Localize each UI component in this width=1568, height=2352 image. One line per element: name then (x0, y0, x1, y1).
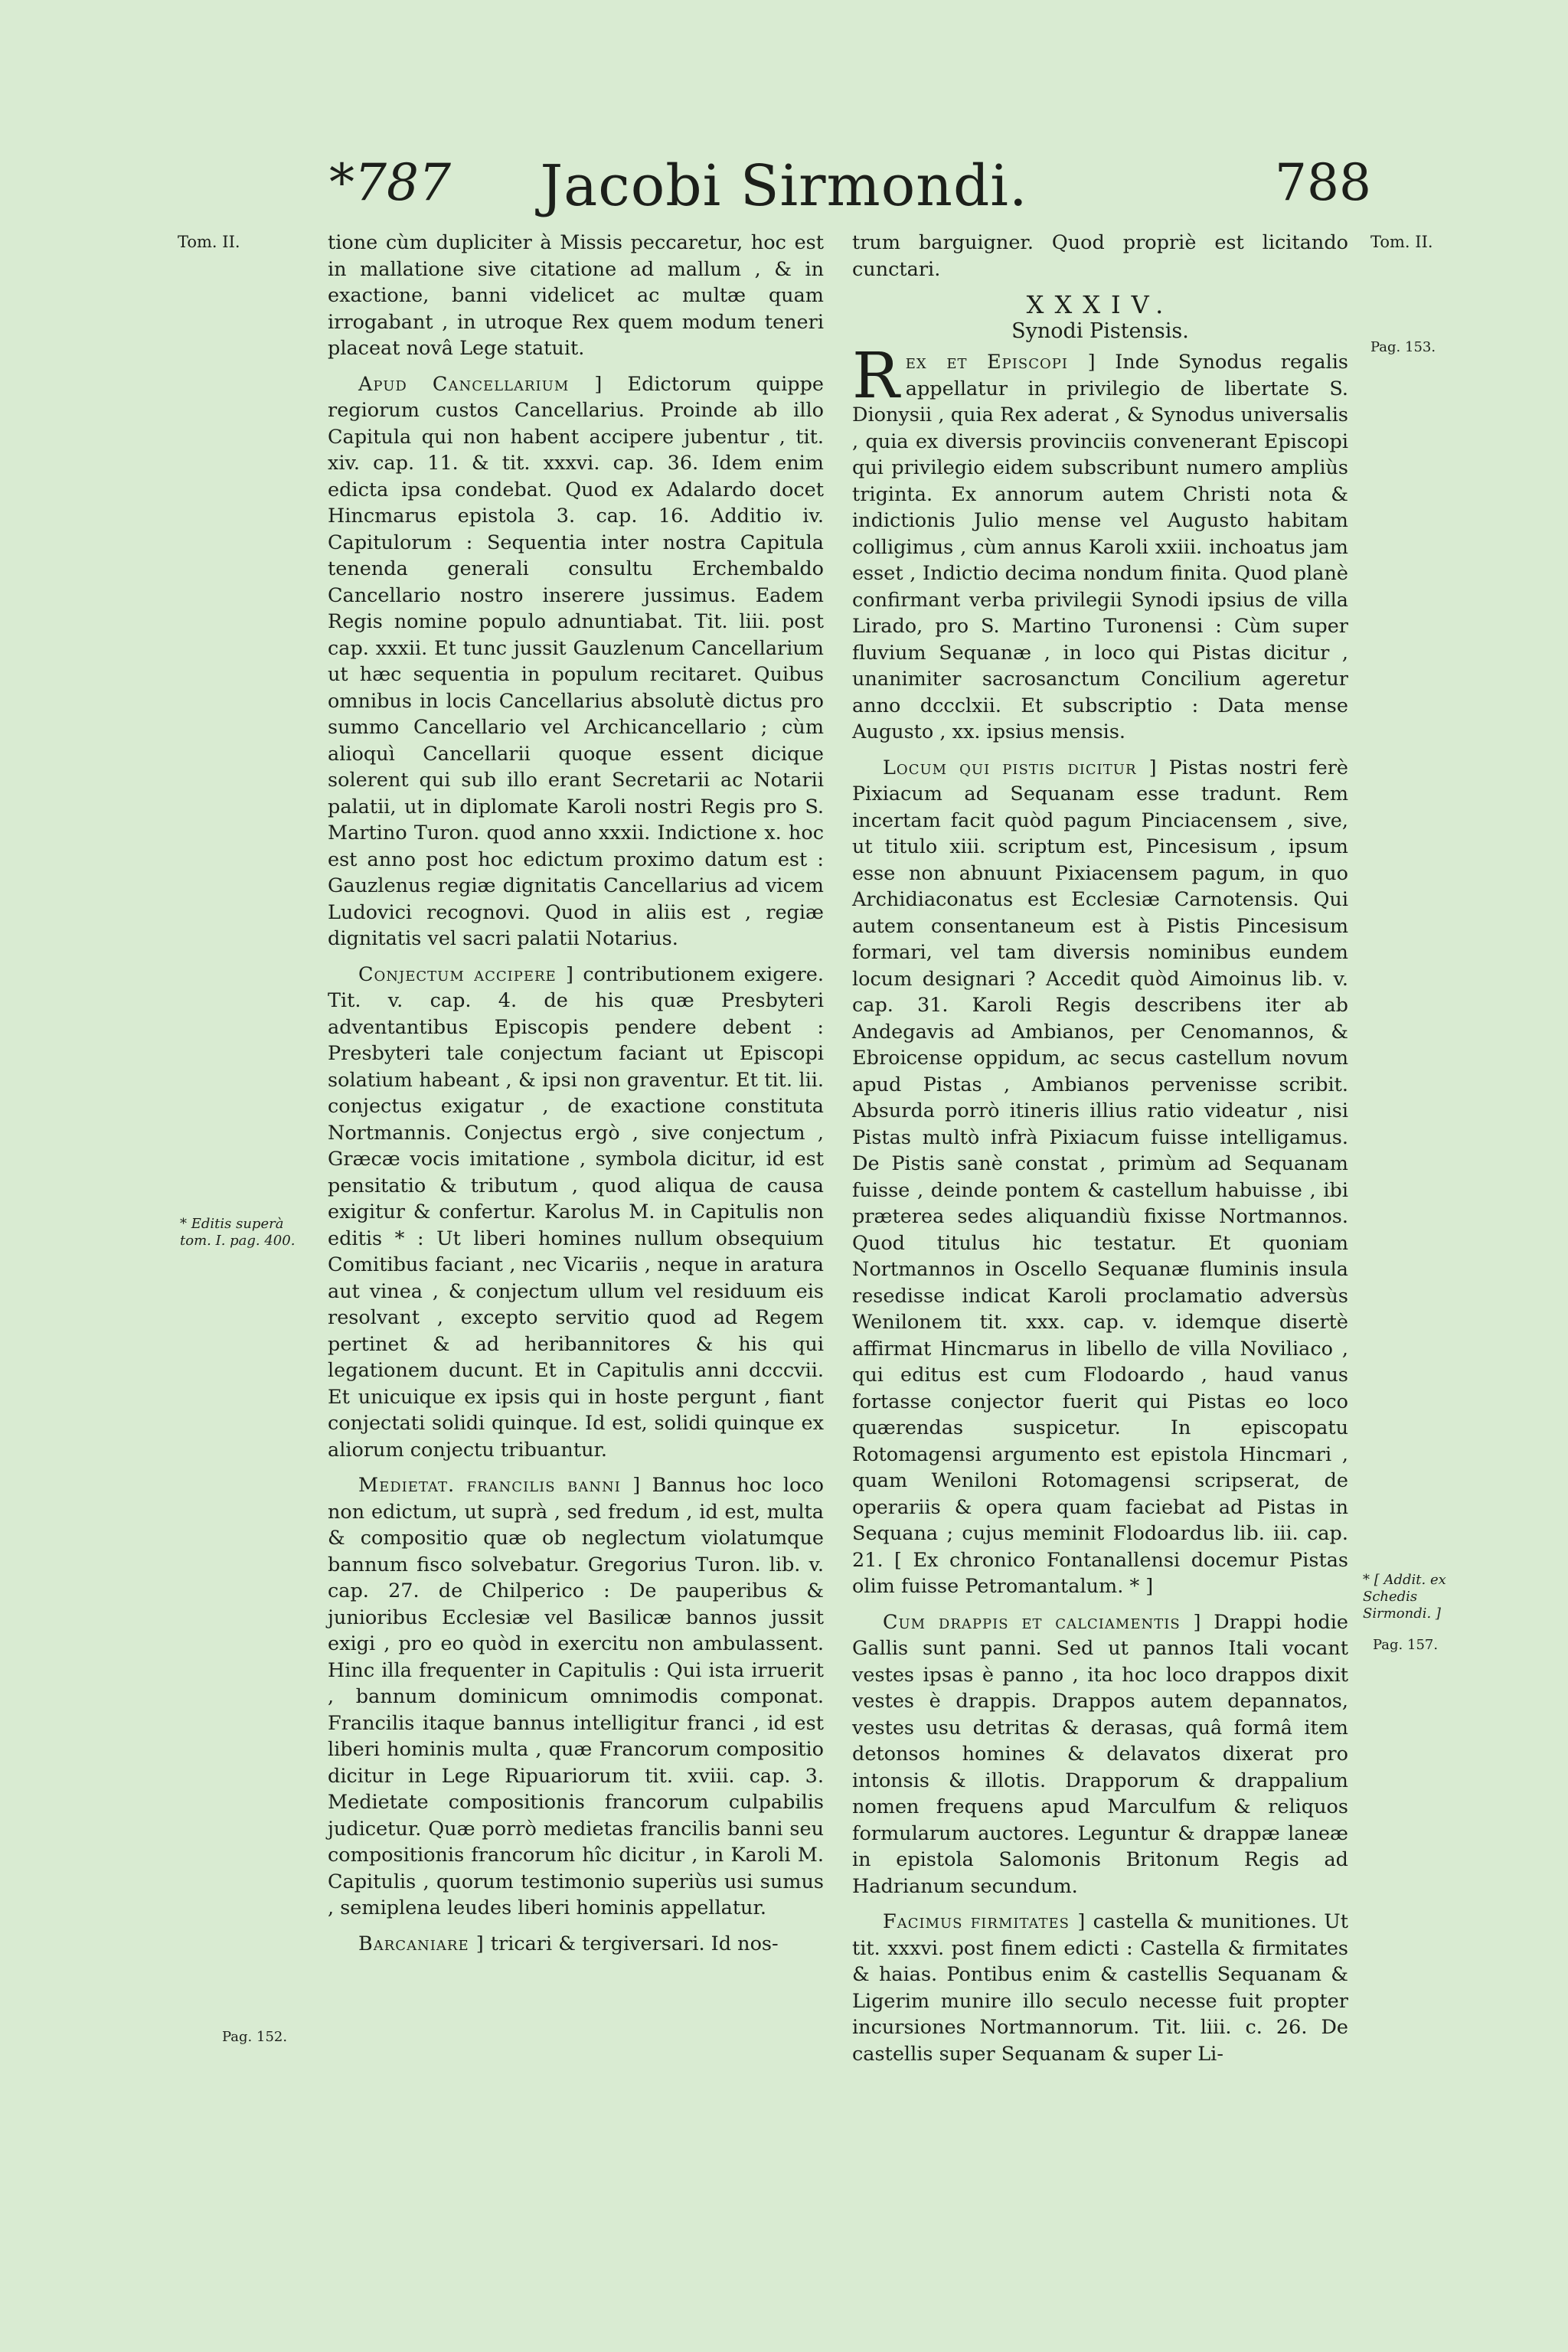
left-column (328, 230, 824, 1966)
margin-pag-right-2: Pag. 157. (1373, 1637, 1439, 1653)
lemma: Barcaniare ] (358, 1932, 485, 1955)
entry-rex-et-episcopi (852, 340, 1349, 746)
lemma: ex et Episcopi ] (905, 351, 1096, 374)
entry-text: tricari & tergiversari. Id nos- (490, 1932, 779, 1955)
entry-text: castella & munitiones. Ut tit. xxxvi. post finem edicti : Castella & firmitates & haias. Pontibus enim & castellis Sequanam & Ligerim munire illo seculo necesse fuit propter incursiones Nortmannorum. Tit. liii. c. 26. De castellis super Sequanam & super Li- (852, 1910, 1349, 2066)
lemma: Apud Cancellarium ] (358, 372, 603, 396)
continuation-text: trum barguigner. Quod propriè est licitando cunctari. (852, 231, 1348, 281)
section-title: Synodi Pistensis. (1011, 318, 1189, 343)
lemma: Facimus firmitates ] (883, 1910, 1086, 1933)
running-title: Jacobi Sirmondi. (540, 153, 1028, 219)
margin-note-editis: * Editis superà tom. I. pag. 400. (180, 1216, 296, 1249)
entry-medietat-banni (328, 1472, 824, 1922)
margin-tom-right: Tom. II. (1370, 233, 1433, 251)
entry-text: contributionem exigere. Tit. v. cap. 4. de his quæ Presbyteri adventantibus Episcopis pendere debent : Presbyteri tale conjectum faciant ut Episcopi solatium habeant , & ipsi non graventur. Et tit. lii. conjectus exigatur , de exactione constituta Nortmannis. Conjectus ergò , sive conjectum , Græcæ vocis imitatione , symbola dicitur, id est pensitatio & tributum , quod aliqua de causa exigitur & confertur. Karolus M. in Capitulis non editis * : Ut liberi homines nullum obsequium Comitibus faciant , nec Vicariis , neque in aratura aut vinea , & conjectum ullum vel residuum eis resolvant , excepto servitio quod ad Regem pertinet & ad heribannitores & his qui legationem ducunt. Et in Capitulis anni dcccvii. Et unicuique ex ipsis qui in hoste pergunt , fiant conjectati solidi quinque. Id est, solidi quinque ex aliorum conjectu tribuantur. (328, 962, 824, 1462)
margin-pag-left: Pag. 152. (222, 2029, 288, 2045)
margin-note-addit: * [ Addit. ex Schedis Sirmondi. ] (1363, 1572, 1446, 1622)
entry-cum-drappis (852, 1609, 1348, 1900)
entry-text: Edictorum quippe regiorum custos Cancellarius. Proinde ab illo Capitula qui non habent accipere jubentur , tit. xiv. cap. 11. & tit. xxxvi. cap. 36. Idem enim edicta ipsa condebat. Quod ex Adalardo docet Hincmarus epistola 3. cap. 16. Additio iv. Capitulorum : Sequentia inter nostra Capitula tenenda generali consultu Erchembaldo Cancellario nostro inserere jussimus. Eadem Regis nomine populo adnuntiabat. Tit. liii. post cap. xxxii. Et tunc jussit Gauzlenum Cancellarium ut hæc sequentia in populum recitaret. Quibus omnibus in locis Cancellarius absolutè dictus pro summo Cancellario vel Archicancellario ; cùm alioquì Cancellarii quoque essent dicique solerent qui sub illo erant Secretarii ac Notarii palatii, ut in diplomate Karoli nostri Regis pro S. Martino Turon. quod anno xxxii. Indictione x. hoc est anno post hoc edictum proximo datum est : Gauzlenus regiæ dignitatis Cancellarius ad vicem Ludovici recognovi. Quod in aliis est , regiæ dignitatis vel sacri palatii Notarius. (328, 372, 824, 950)
entry-conjectum-accipere (328, 962, 824, 1464)
lemma: Cum drappis et calciamentis ] (883, 1610, 1202, 1634)
entry-text: Drappi hodie Gallis sunt panni. Sed ut pannos Itali vocant vestes ipsas è panno , ita hoc loco drappos dixit vestes è drappis. Drappos autem depannatos, vestes usu detritas & derasas, quâ formâ item detonsos homines & delavatos dixerat pro intonsis & illotis. Drapporum & drappalium nomen frequens apud Marculfum & reliquos formularum auctores. Leguntur & drappæ laneæ in epistola Salomonis Britonum Regis ad Hadrianum secundum. (852, 1610, 1348, 1898)
continuation-text: tione cùm dupliciter à Missis peccaretur, hoc est in mallatione sive citatione ad mallum , & in exactione, banni videlicet ac multæ quam irrogabant , in utroque Rex quem modum teneri placeat novâ Lege statuit. (328, 231, 824, 360)
page-number-left: *787 (329, 153, 451, 212)
right-column (852, 230, 1348, 2076)
section-number: XXXIV. (1026, 290, 1174, 319)
entry-facimus-firmitates (852, 1909, 1348, 2067)
entry-apud-cancellarium (328, 371, 824, 952)
lemma: Conjectum accipere ] (358, 962, 575, 986)
page-number-right: 788 (1275, 153, 1371, 212)
entry-barcaniare (328, 1931, 824, 1958)
drop-cap: R (852, 340, 900, 413)
entry-locum-qui-pistis (852, 755, 1348, 1600)
lemma: Locum qui pistis dicitur ] (883, 756, 1158, 779)
entry-text: Bannus hoc loco non edictum, ut suprà , sed fredum , id est, multa & compositio quæ ob neglectum violatumque bannum fisco solvebatur. Gregorius Turon. lib. v. cap. 27. de Chilperico : De pauperibus & junioribus Ecclesiæ vel Basilicæ bannos jussit exigi , pro eo quòd in exercitu non ambulassent. Hinc illa frequenter in Capitulis : Qui ista irruerit , bannum dominicum omnimodis componat. Francilis itaque bannus intelligitur franci , id est liberi hominis multa , quæ Francorum compositio dicitur in Lege Ripuariorum tit. xviii. cap. 3. Medietate compositionis francorum culpabilis judicetur. Quæ porrò medietas francilis banni seu compositionis francorum hîc dicitur , in Karoli M. Capitulis , quorum testimonio superiùs usi sumus , semiplena leudes liberi hominis appellatur. (328, 1474, 825, 1919)
entry-text: Inde Synodus regalis appellatur in privilegio de libertate S. Dionysii , quia Rex aderat , & Synodus universalis , quia ex diversis provinciis convenerant Episcopi qui privilegio eidem subscribunt numero ampliùs triginta. Ex annorum autem Christi nota & indictionis Julio mense vel Augusto habitam colligimus , cùm annus Karoli xxiii. inchoatus jam esset , Indictio decima nondum finita. Quod planè confirmant verba privilegii Synodi ipsius de villa Lirado, pro S. Martino Turonensi : Cùm super fluvium Sequanæ , in loco qui Pistas dicitur , unanimiter sacrosanctum Concilium ageretur anno dccclxii. Et subscriptio : Data mense Augusto , xx. ipsius mensis. (852, 351, 1349, 743)
margin-pag-right-1: Pag. 153. (1370, 339, 1436, 355)
margin-tom-left: Tom. II. (178, 233, 240, 251)
lemma: Medietat. francilis banni ] (358, 1474, 642, 1497)
entry-text: Pistas nostri ferè Pixiacum ad Sequanam esse tradunt. Rem incertam facit quòd pagum Pinciacensem , sive, ut titulo xiii. scriptum est, Pincesisum , ipsum esse non abnuunt Pixiacensem pagum, in quo Archidiaconatus est Ecclesiæ Carnotensis. Qui autem consentaneum est à Pistis Pincesisum formari, vel tam diversis nominibus eundem locum designari ? Accedit quòd Aimoinus lib. v. cap. 31. Karoli Regis describens iter ab Andegavis ad Ambianos, per Cenomannos, & Ebroicense oppidum, ac secus castellum novum apud Pistas , Ambianos pervenisse scribit. Absurda porrò itineris illius ratio videatur , nisi Pistas multò infrà Pixiacum fuisse intelligamus. De Pistis sanè constat , primùm ad Sequanam fuisse , deinde pontem & castellum habuisse , ibi præterea sedes aliquandiù fixisse Nortmannos. Quod titulus hic testatur. Et quoniam Nortmannos in Oscello Sequanæ fluminis insula resedisse indicat Karoli proclamatio adversùs Wenilonem tit. xxx. cap. v. idemque disertè affirmat Hincmarus in libello de villa Noviliaco , qui editus est cum Flodoardo , haud vanus fortasse conjector fuerit qui Pistas eo loco quærendas suspicetur. In episcopatu Rotomagensi argumento est epistola Hincmari , quam Weniloni Rotomagensi scripserat, de operariis & opera quam faciebat ad Pistas in Sequana ; cujus meminit Flodoardus lib. iii. cap. 21. [ Ex chronico Fontanallensi docemur Pistas olim fuisse Petromantalum. * ] (852, 756, 1348, 1598)
